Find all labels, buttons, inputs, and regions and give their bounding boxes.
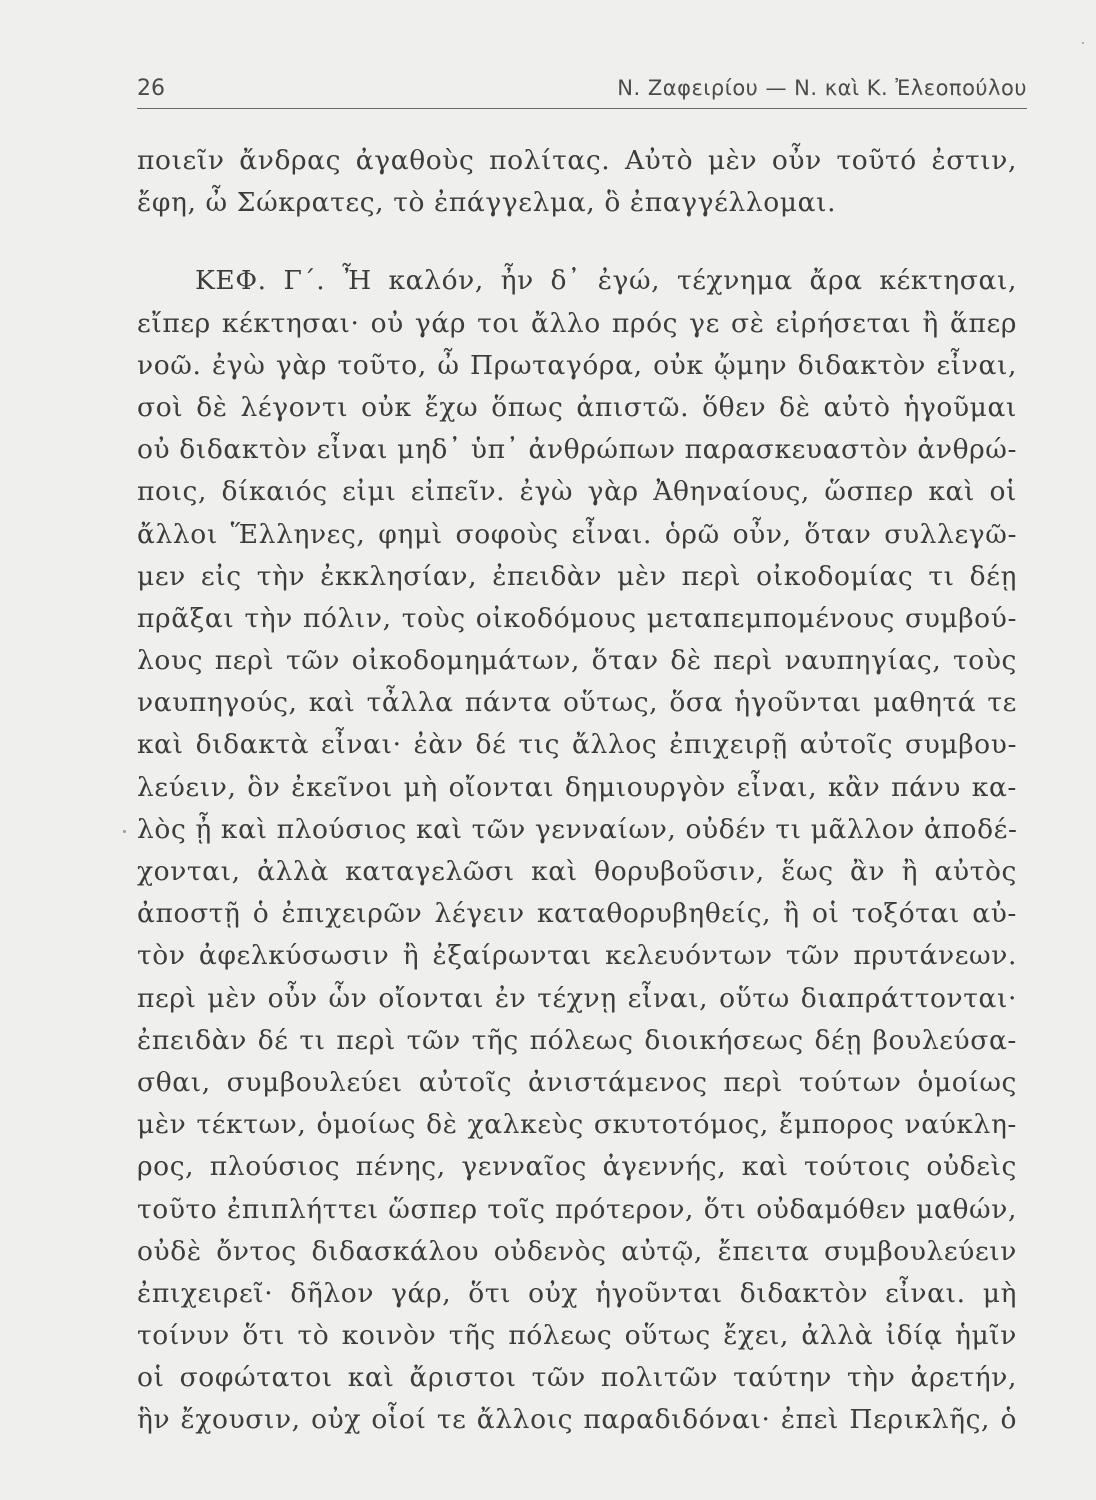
text-line: λεύειν, ὃν ἐκεῖνοι μὴ οἴονται δημιουργὸν εἶναι, κἂν πάνυ κα- [137,771,1017,803]
text-line: οὐ διδακτὸν εἶναι μηδ᾽ ὑπ᾽ ἀνθρώπων παρασκευαστὸν ἀνθρώ- [137,434,1018,466]
paragraph-gap [137,224,1017,260]
text-line: ἐπιχειρεῖ· δῆλον γάρ, ὅτι οὐχ ἡγοῦνται διδακτὸν εἶναι. μὴ [137,1277,1017,1309]
text-line: τὸν ἀφελκύσωσιν ἢ ἐξαίρωνται κελευόντων τῶν πρυτάνεων. [137,940,1017,972]
paper-speck [1082,42,1084,44]
text-line: πρᾶξαι τὴν πόλιν, τοὺς οἰκοδόμους μεταπεμπομένους συμβού- [137,602,1017,634]
paragraph-1 [137,140,1017,224]
text-line: μὲν τέκτων, ὁμοίως δὲ χαλκεὺς σκυτοτόμος, ἔμπορος ναύκλη- [137,1109,1017,1141]
text-line: ἣν ἔχουσιν, οὐχ οἷοί τε ἄλλοις παραδιδόναι· ἐπεὶ Περικλῆς, ὁ [137,1404,1017,1436]
text-line: ἀποστῇ ὁ ἐπιχειρῶν λέγειν καταθορυβηθείς, ἢ οἱ τοξόται αὐ- [137,898,1017,930]
running-head: Ν. Ζαφειρίου — Ν. καὶ Κ. Ἐλεοπούλου [617,76,1027,100]
text-line: ἄλλοι Ἕλληνες, φημὶ σοφοὺς εἶναι. ὁρῶ οὖν, ὅταν συλλεγῶ- [137,518,1017,550]
chapter-heading-line: ΚΕΦ. Γ΄. Ἦ καλόν, ἦν δ᾽ ἐγώ, τέχνημα ἄρα κέκτησαι, [195,265,1017,297]
text-line: σοὶ δὲ λέγοντι οὐκ ἔχω ὅπως ἀπιστῶ. ὅθεν δὲ αὐτὸ ἡγοῦμαι [137,391,1017,423]
text-line: λὸς ᾖ καὶ πλούσιος καὶ τῶν γενναίων, οὐδέν τι μᾶλλον ἀποδέ- [137,813,1018,845]
body-text [137,140,1017,1442]
header-rule [137,108,1027,109]
text-line: καὶ διδακτὰ εἶναι· ἐὰν δέ τις ἄλλος ἐπιχειρῇ αὐτοῖς συμβου- [137,729,1017,761]
text-line: εἴπερ κέκτησαι· οὐ γάρ τοι ἄλλο πρός γε σὲ εἰρήσεται ἢ ἅπερ [137,307,1017,339]
text-line: ἐπειδὰν δέ τι περὶ τῶν τῆς πόλεως διοικήσεως δέῃ βουλεύσα- [137,1024,1017,1056]
text-line: τοῦτο ἐπιπλήττει ὥσπερ τοῖς πρότερον, ὅτι οὐδαμόθεν μαθών, [137,1193,1017,1225]
text-line: ναυπηγούς, καὶ τἆλλα πάντα οὕτως, ὅσα ἡγοῦνται μαθητά τε [137,687,1017,719]
text-line: περὶ μὲν οὖν ὧν οἴονται ἐν τέχνῃ εἶναι, οὕτω διαπράττονται· [137,982,1017,1014]
text-line: ποιεῖν ἄνδρας ἀγαθοὺς πολίτας. Αὐτὸ μὲν οὖν τοῦτό ἐστιν, [137,145,1017,176]
text-line: λους περὶ τῶν οἰκοδομημάτων, ὅταν δὲ περὶ ναυπηγίας, τοὺς [137,645,1017,677]
paragraph-2 [137,260,1017,1441]
text-line: σθαι, συμβουλεύει αὐτοῖς ἀνιστάμενος περὶ τούτων ὁμοίως [137,1066,1017,1098]
text-line: ρος, πλούσιος πένης, γενναῖος ἀγεννής, καὶ τούτοις οὐδεὶς [137,1151,1017,1183]
text-line: ποις, δίκαιός εἰμι εἰπεῖν. ἐγὼ γὰρ Ἀθηναίους, ὥσπερ καὶ οἱ [137,476,1017,508]
text-line: ἔφη, ὦ Σώκρατες, τὸ ἐπάγγελμα, ὃ ἐπαγγέλλομαι. [137,187,837,219]
paper-speck [123,830,126,833]
text-line: νοῶ. ἐγὼ γὰρ τοῦτο, ὦ Πρωταγόρα, οὐκ ᾤμην διδακτὸν εἶναι, [137,349,1017,381]
text-line: χονται, ἀλλὰ καταγελῶσι καὶ θορυβοῦσιν, ἕως ἂν ἢ αὐτὸς [137,856,1017,887]
page-header [137,70,1027,110]
text-line: τοίνυν ὅτι τὸ κοινὸν τῆς πόλεως οὕτως ἔχει, ἀλλὰ ἰδίᾳ ἡμῖν [137,1320,1017,1352]
text-line: οἱ σοφώτατοι καὶ ἄριστοι τῶν πολιτῶν ταύτην τὴν ἀρετήν, [137,1362,1017,1394]
text-line: μεν εἰς τὴν ἐκκλησίαν, ἐπειδὰν μὲν περὶ οἰκοδομίας τι δέῃ [137,560,1017,592]
text-line: οὐδὲ ὄντος διδασκάλου οὐδενὸς αὐτῷ, ἔπειτα συμβουλεύειν [137,1235,1017,1267]
page-number: 26 [137,76,165,101]
